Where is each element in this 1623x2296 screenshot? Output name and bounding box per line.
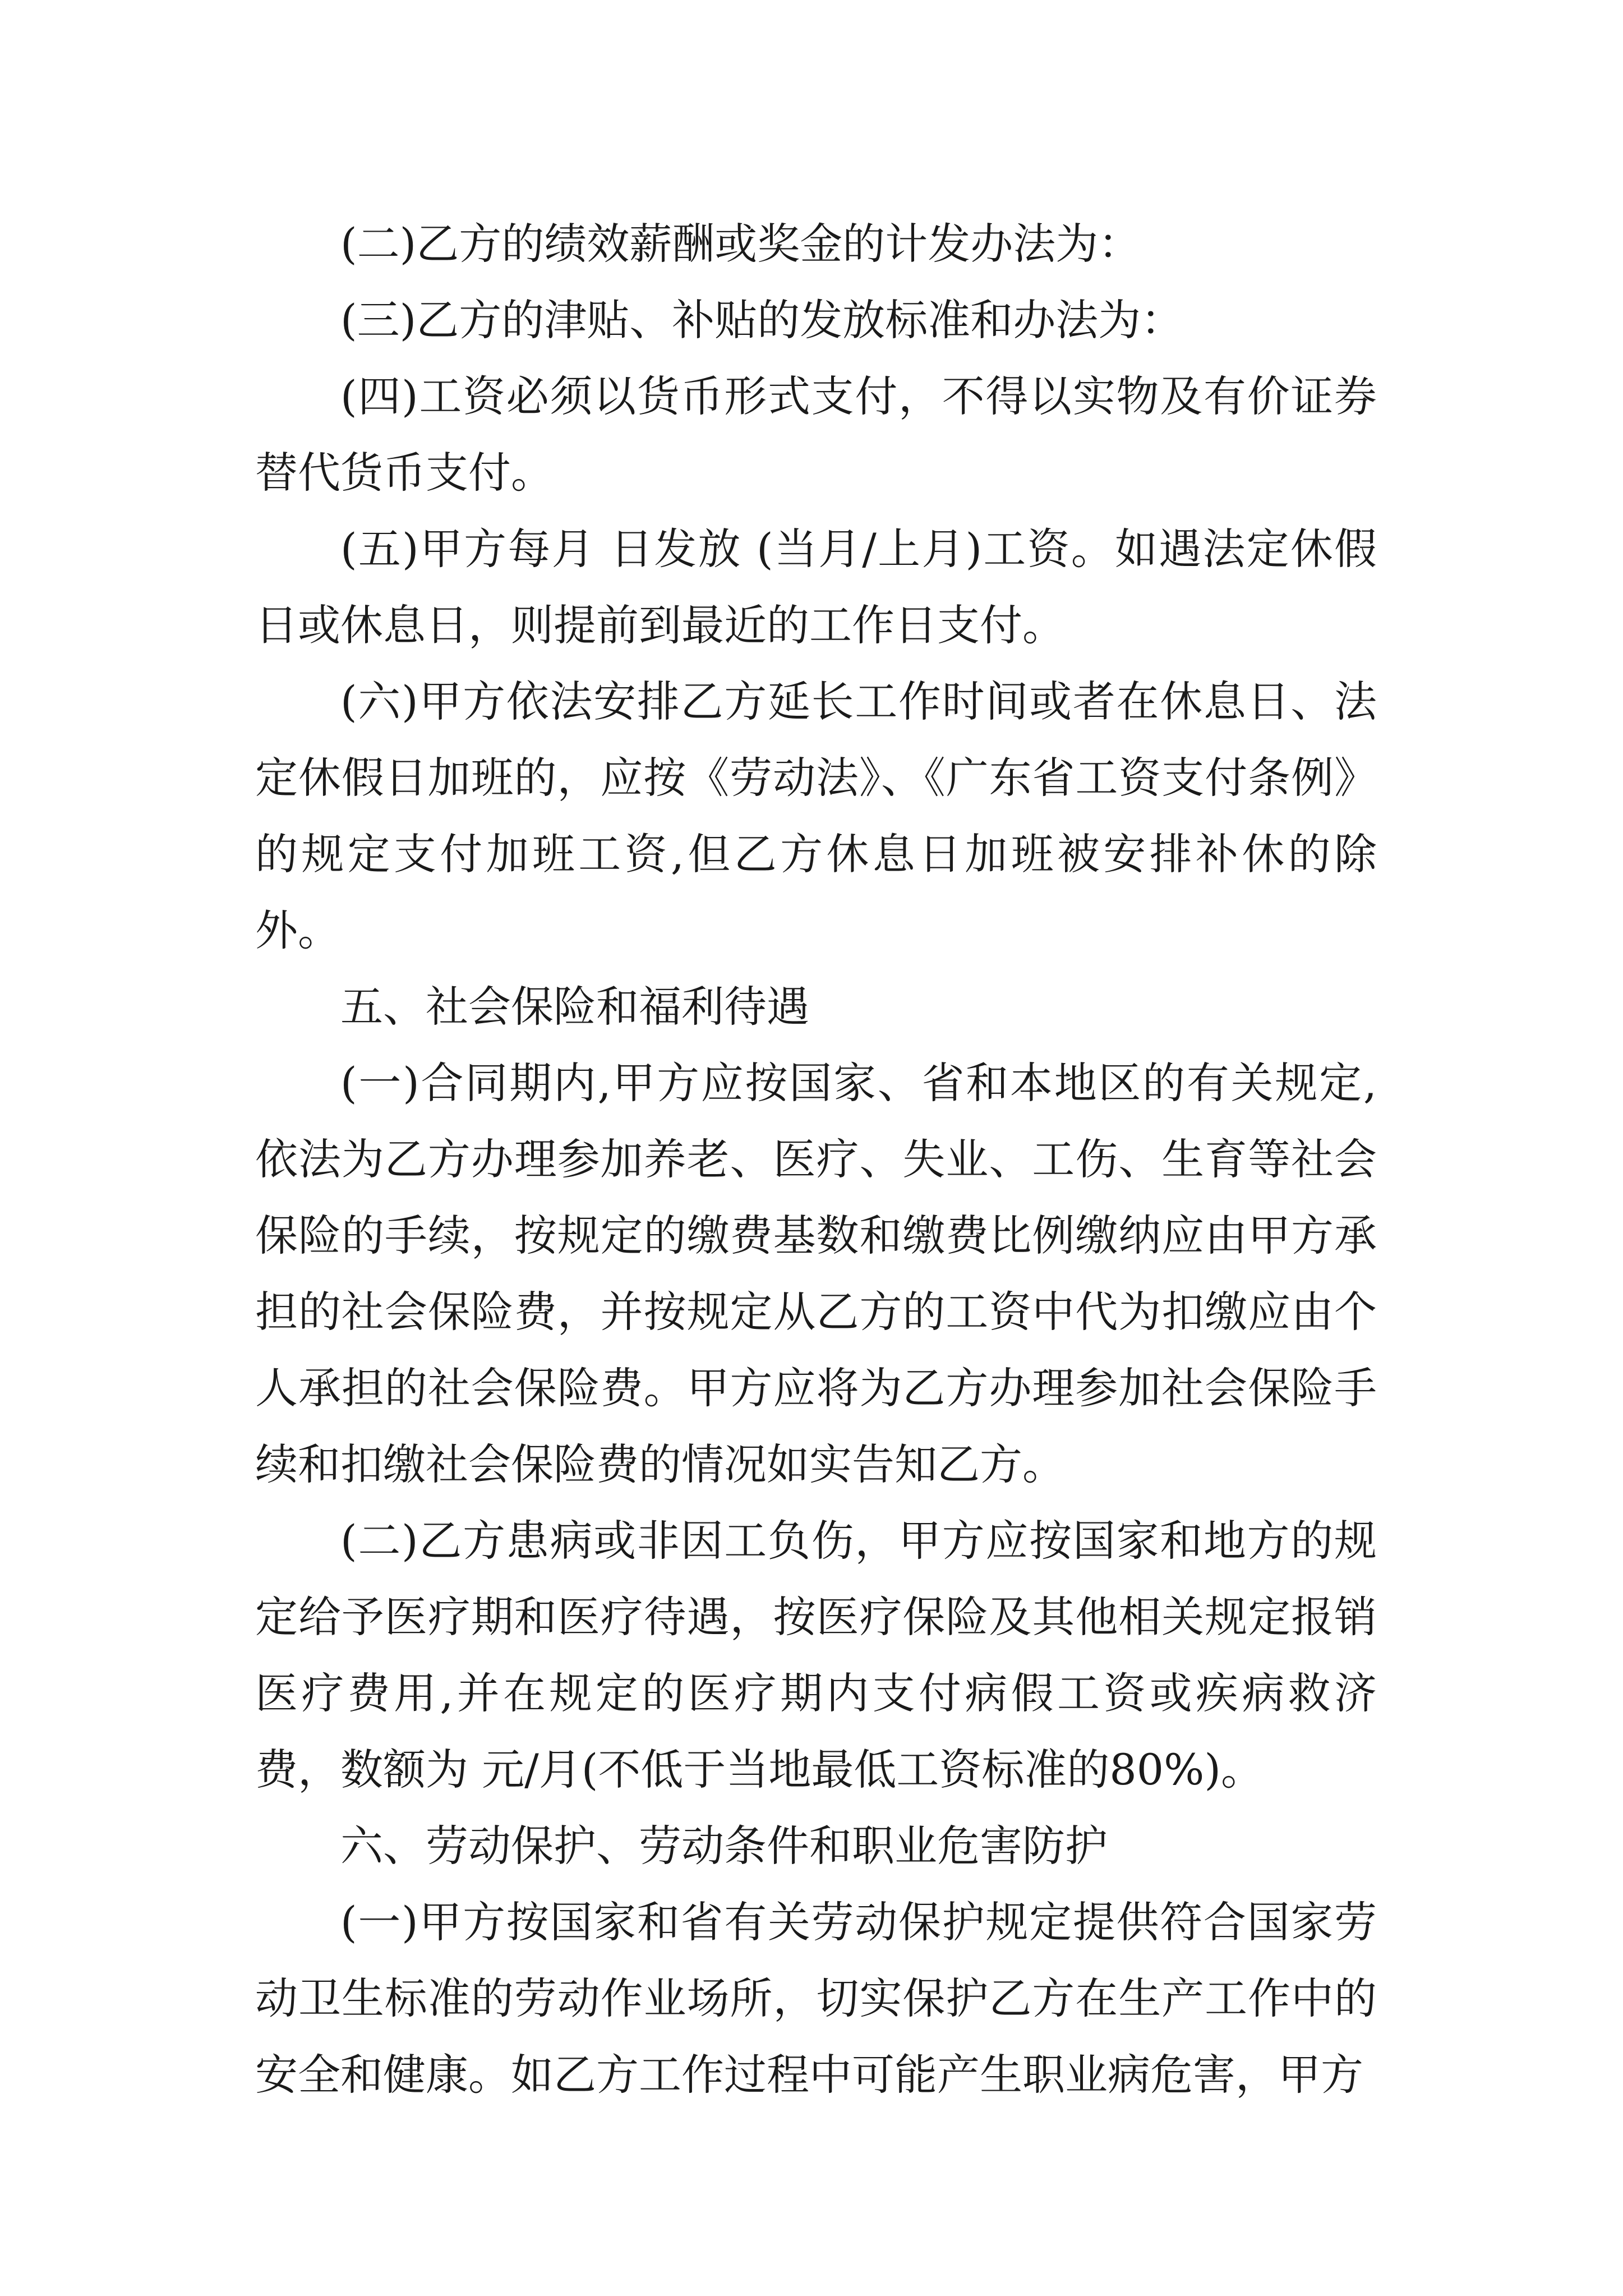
section-heading-5: 五、社会保险和福利待遇 [340, 982, 809, 1032]
clause-paragraph-4-6: (六)甲方依法安排乙方延长工作时间或者在休息日、法定休假日加班的，应按《劳动法》、《广东省工资支付条例》的规定支付加班工资,但乙方休息日加班被安排补休的除外。 [255, 677, 1377, 955]
section-heading-6: 六、劳动保护、劳动条件和职业危害防护 [340, 1821, 1108, 1871]
clause-paragraph-6-1: (一)甲方按国家和省有关劳动保护规定提供符合国家劳动卫生标准的劳动作业场所，切实保护乙方在生产工作中的安全和健康。如乙方工作过程中可能产生职业病危害，甲方 [255, 1897, 1377, 2100]
clause-paragraph-4-3: (三)乙方的津贴、补贴的发放标准和办法为： [340, 295, 1184, 345]
clause-paragraph-5-1: (一)合同期内,甲方应按国家、省和本地区的有关规定,依法为乙方办理参加养老、医疗、失业、工伤、生育等社会保险的手续，按规定的缴费基数和缴费比例缴纳应由甲方承担的社会保险费，并按规定从乙方的工资中代为扣缴应由个人承担的社会保险费。甲方应将为乙方办理参加社会保险手续和扣缴社会保险费的情况如实告知乙方。 [255, 1058, 1377, 1489]
document-body [255, 206, 1377, 2113]
clause-paragraph-4-5: (五)甲方每月 日发放 (当月/上月)工资。如遇法定休假日或休息日，则提前到最近的工作日支付。 [255, 524, 1377, 650]
clause-paragraph-4-2: (二)乙方的绩效薪酬或奖金的计发办法为： [340, 219, 1141, 269]
clause-paragraph-4-4: (四)工资必须以货币形式支付，不得以实物及有价证券替代货币支付。 [255, 371, 1377, 498]
clause-paragraph-5-2: (二)乙方患病或非因工负伤，甲方应按国家和地方的规定给予医疗期和医疗待遇，按医疗保险及其他相关规定报销医疗费用,并在规定的医疗期内支付病假工资或疾病救济费，数额为 元/月(不低于当地最低工资标准的80%)。 [255, 1516, 1377, 1795]
